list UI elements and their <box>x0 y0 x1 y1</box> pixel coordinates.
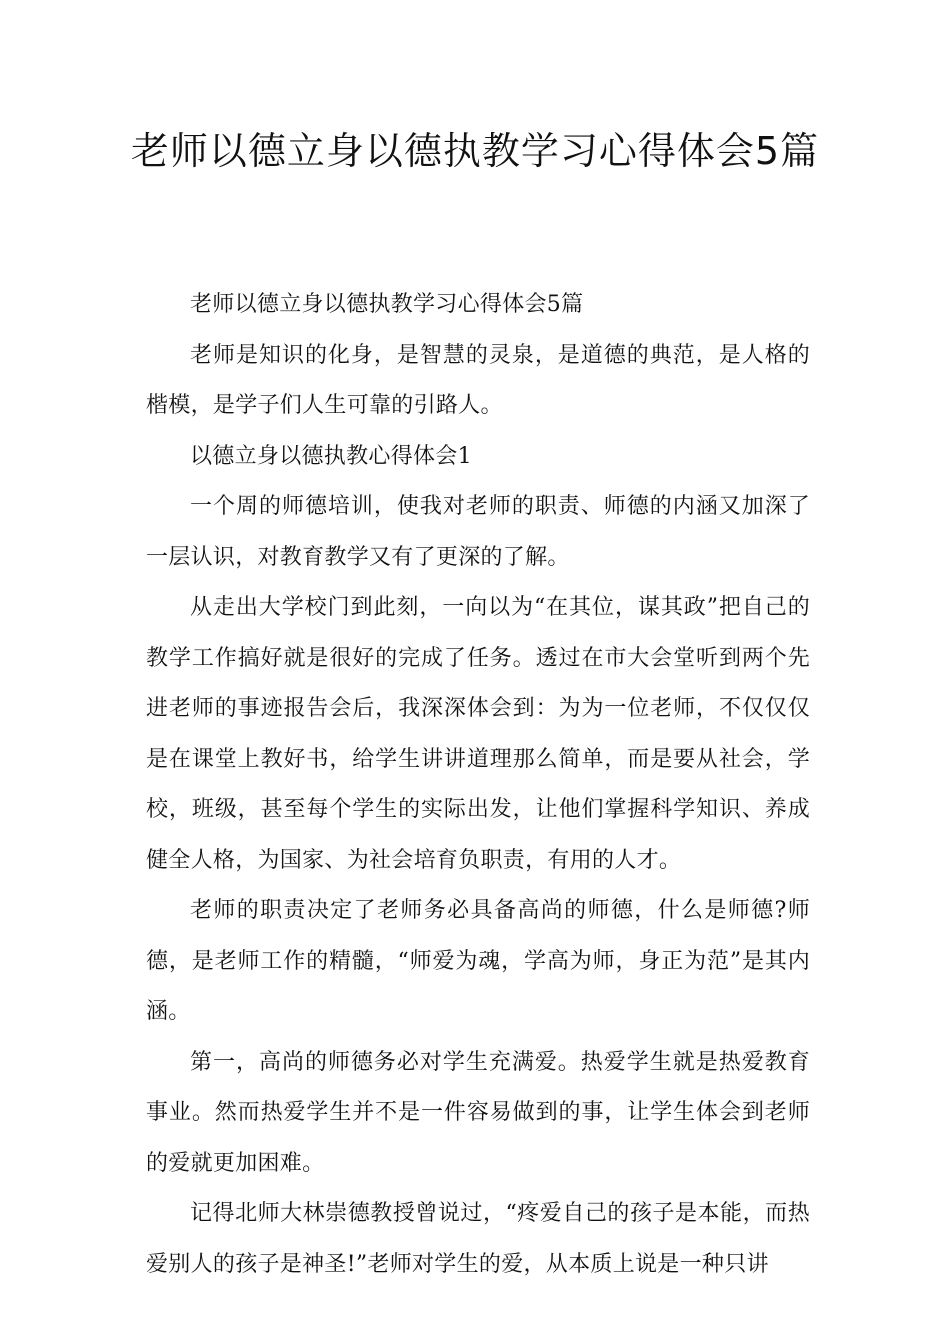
paragraph-first-point: 第一，高尚的师德务必对学生充满爱。热爱学生就是热爱教育事业。然而热爱学生并不是一件容易做到的事，让学生体会到老师的爱就更加困难。 <box>146 1049 810 1176</box>
document-title: 老师以德立身以德执教学习心得体会5篇 <box>130 129 820 173</box>
paragraph-training: 一个周的师德培训，使我对老师的职责、师德的内涵又加深了一层认识，对教育教学又有了更深的了解。 <box>146 494 810 570</box>
paragraph-section-heading: 以德立身以德执教心得体会1 <box>190 443 472 469</box>
paragraph-intro: 老师是知识的化身，是智慧的灵泉，是道德的典范，是人格的楷模，是学子们人生可靠的引路人。 <box>146 342 810 418</box>
paragraph-quote: 记得北师大林崇德教授曾说过，“疼爱自己的孩子是本能，而热爱别人的孩子是神圣!”老师对学生的爱，从本质上说是一种只讲 <box>146 1201 810 1277</box>
paragraph-teacher-ethics: 老师的职责决定了老师务必具备高尚的师德，什么是师德?师德，是老师工作的精髓，“师爱为魂，学高为师，身正为范”是其内涵。 <box>146 898 810 1024</box>
paragraph-subtitle: 老师以德立身以德执教学习心得体会5篇 <box>190 292 584 317</box>
document-body <box>146 280 810 1290</box>
paragraph-reflection: 从走出大学校门到此刻，一向以为“在其位，谋其政”把自己的教学工作搞好就是很好的完成了任务。透过在市大会堂听到两个先进老师的事迹报告会后，我深深体会到：为为一位老师，不仅仅仅是在课堂上教好书，给学生讲讲道理那么简单，而是要从社会，学校，班级，甚至每个学生的实际出发，让他们掌握科学知识、养成健全人格，为国家、为社会培育负职责，有用的人才。 <box>146 595 810 873</box>
